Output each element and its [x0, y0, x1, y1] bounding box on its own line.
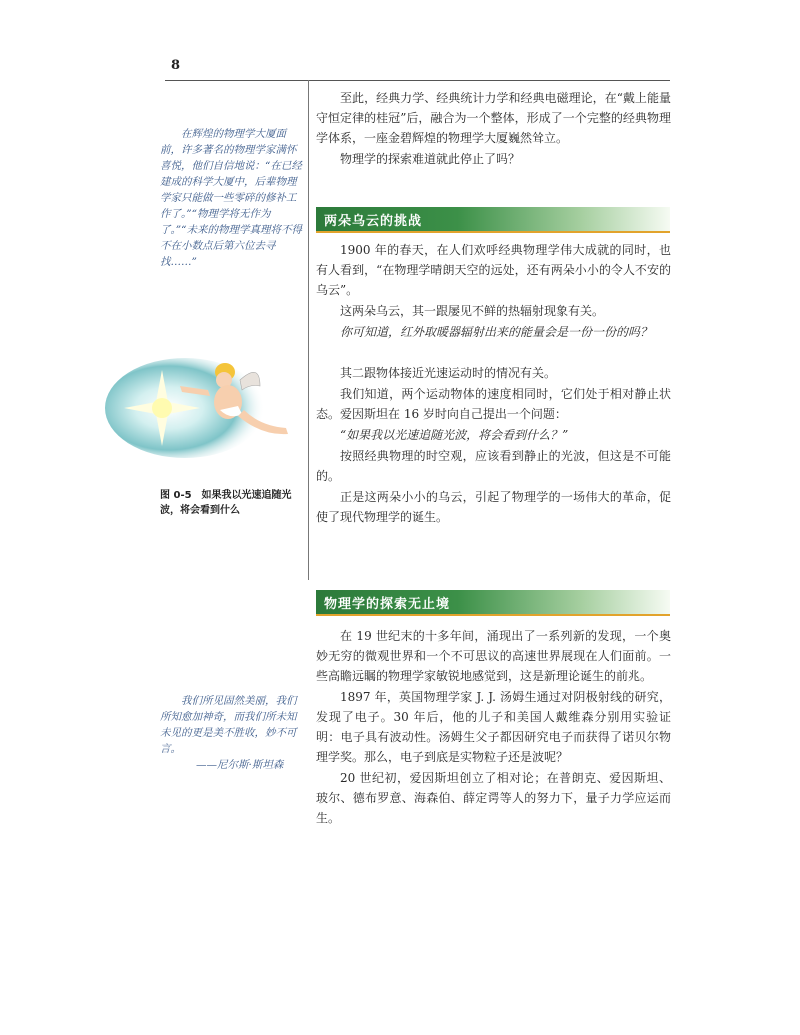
cherub-light-illustration: [100, 340, 300, 470]
figure-caption: 图 0-5 如果我以光速追随光波，将会看到什么: [160, 490, 292, 516]
paragraph: 物理学的探索难道就此停止了吗？: [340, 152, 521, 166]
paragraph: 1900 年的春天，在人们欢呼经典物理学伟大成就的同时，也有人看到，“在物理学晴朗天空的远处，还有两朵小小的令人不安的乌云”。: [316, 243, 671, 297]
paragraph: 至此，经典力学、经典统计力学和经典电磁理论，在“戴上能量守恒定律的桂冠”后，融合为一个整体，形成了一个完整的经典物理学体系，一座金碧辉煌的物理学大厦巍然耸立。: [316, 91, 671, 145]
section-heading-two-clouds: [316, 207, 670, 233]
section-exploration-body: [316, 626, 671, 829]
page-number: 8: [171, 58, 181, 73]
paragraph-gap: [316, 343, 671, 363]
section-heading-endless-exploration: [316, 590, 670, 616]
paragraph: 你可知道，红外取暖器辐射出来的能量会是一份一份的吗？: [340, 325, 653, 339]
sidebar-note-2: 我们所见固然美丽，我们所知愈加神奇，而我们所未知未见的更是美不胜收，妙不可言。: [160, 695, 297, 755]
header-rule: [165, 80, 670, 81]
paragraph: 我们知道，两个运动物体的速度相同时，它们处于相对静止状态。爱因斯坦在 16 岁时向自己提出一个问题：: [316, 387, 671, 421]
sidebar-attribution: ——尼尔斯·斯坦森: [196, 759, 284, 771]
paragraph: 在 19 世纪末的十多年间，涌现出了一系列新的发现，一个奥妙无穷的微观世界和一个不可思议的高速世界展现在人们面前。一些高瞻远瞩的物理学家敏锐地感觉到，这是新理论诞生的前兆。: [316, 629, 671, 683]
paragraph: 1897 年，英国物理学家 J. J. 汤姆生通过对阴极射线的研究，发现了电子。30 年后，他的儿子和美国人戴维森分别用实验证明：电子具有波动性。汤姆生父子都因研究电子而获得了诺贝尔物理学奖。那么，电子到底是实物粒子还是波呢？: [316, 690, 671, 764]
paragraph: 这两朵乌云，其一跟屡见不鲜的热辐射现象有关。: [340, 304, 605, 318]
section-two-clouds-body: [316, 240, 671, 528]
quote-paragraph: “如果我以光速追随光波，将会看到什么？”: [340, 428, 569, 442]
section-heading-text: 物理学的探索无止境: [324, 597, 451, 612]
paragraph: 按照经典物理的时空观，应该看到静止的光波，但这是不可能的。: [316, 449, 671, 483]
paragraph: 其二跟物体接近光速运动时的情况有关。: [340, 366, 557, 380]
gutter-rule: [308, 80, 309, 580]
sidebar-note-1: 在辉煌的物理学大厦面前，许多著名的物理学家满怀喜悦，他们自信地说：“在已经建成的科学大厦中，后辈物理学家只能做一些零碎的修补工作了。”“物理学将无作为了。”“未来的物理学真理将不得不在小数点后第六位去寻找……”: [160, 128, 302, 268]
section-intro-body: [316, 88, 671, 170]
paragraph: 20 世纪初，爱因斯坦创立了相对论；在普朗克、爱因斯坦、玻尔、德布罗意、海森伯、薛定谔等人的努力下，量子力学应运而生。: [316, 771, 671, 825]
section-heading-text: 两朵乌云的挑战: [324, 214, 423, 229]
paragraph: 正是这两朵小小的乌云，引起了物理学的一场伟大的革命，促使了现代物理学的诞生。: [316, 490, 671, 524]
